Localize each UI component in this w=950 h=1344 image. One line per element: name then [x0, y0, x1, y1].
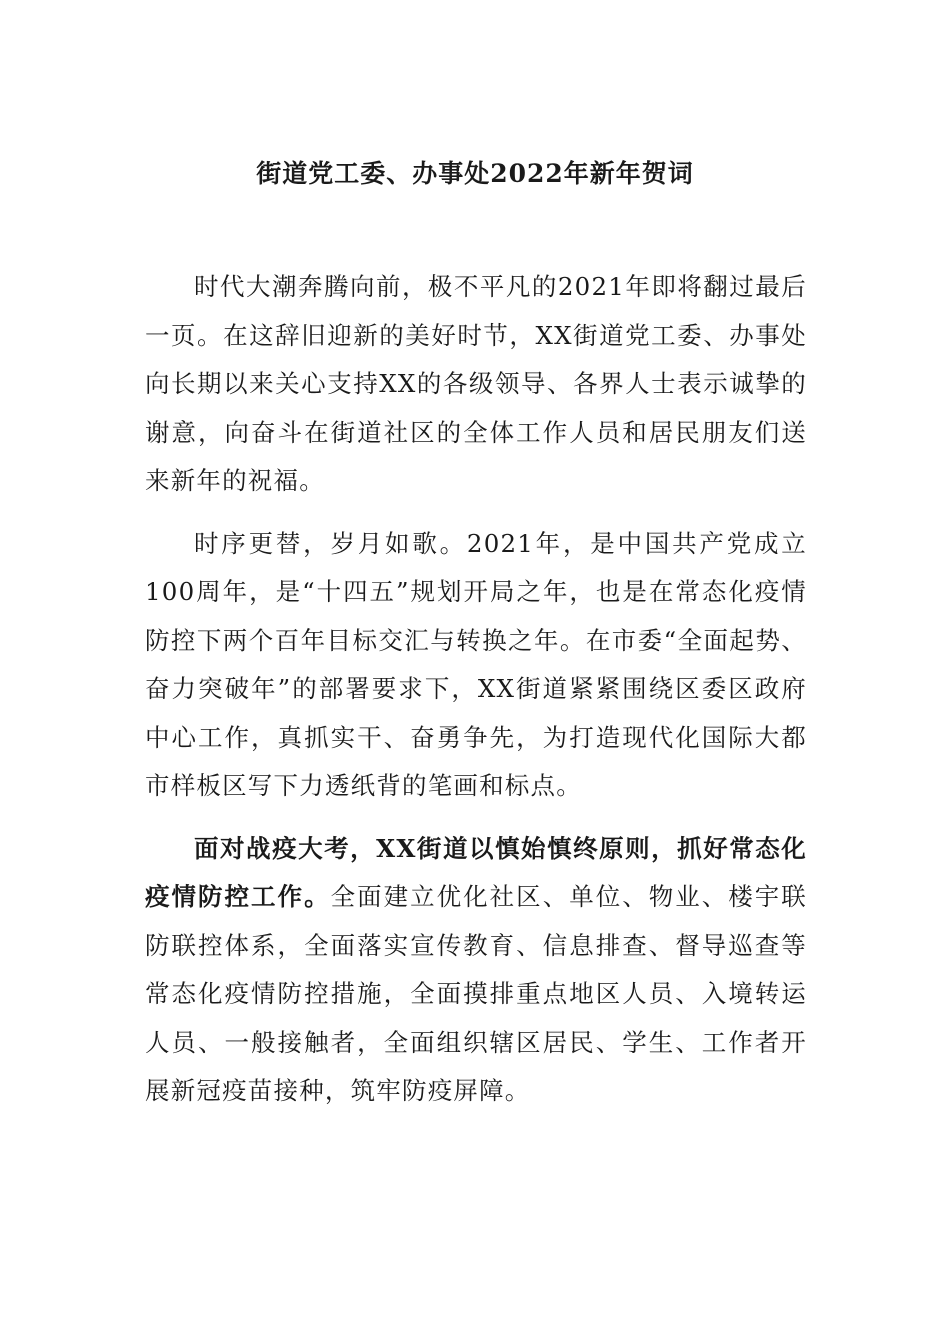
paragraph-3: [145, 825, 807, 1116]
document-body: [145, 263, 807, 1130]
paragraph-3-text: 全面建立优化社区、单位、物业、楼宇联防联控体系，全面落实宣传教育、信息排查、督导巡查等常态化疫情防控措施，全面摸排重点地区人员、入境转运人员、一般接触者，全面组织辖区居民、学生、工作者开展新冠疫苗接种，筑牢防疫屏障。: [145, 882, 807, 1105]
document-title: 街道党工委、办事处2022年新年贺词: [256, 159, 694, 188]
paragraph-3-lead: 面对战疫大考，XX街道以慎始慎终原则，抓好常态化疫情防控工作。: [145, 833, 807, 911]
paragraph-2: [145, 520, 807, 811]
paragraph-2-text: 时序更替，岁月如歌。2021年，是中国共产党成立100周年，是“十四五”规划开局之年，也是在常态化疫情防控下两个百年目标交汇与转换之年。在市委“全面起势、奋力突破年”的部署要求下，XX街道紧紧围绕区委区政府中心工作，真抓实干、奋勇争先，为打造现代化国际大都市样板区写下力透纸背的笔画和标点。: [145, 528, 807, 800]
paragraph-1-text: 时代大潮奔腾向前，极不平凡的2021年即将翻过最后一页。在这辞旧迎新的美好时节，XX街道党工委、办事处向长期以来关心支持XX的各级领导、各界人士表示诚挚的谢意，向奋斗在街道社区的全体工作人员和居民朋友们送来新年的祝福。: [145, 272, 807, 495]
paragraph-1: [145, 263, 807, 506]
